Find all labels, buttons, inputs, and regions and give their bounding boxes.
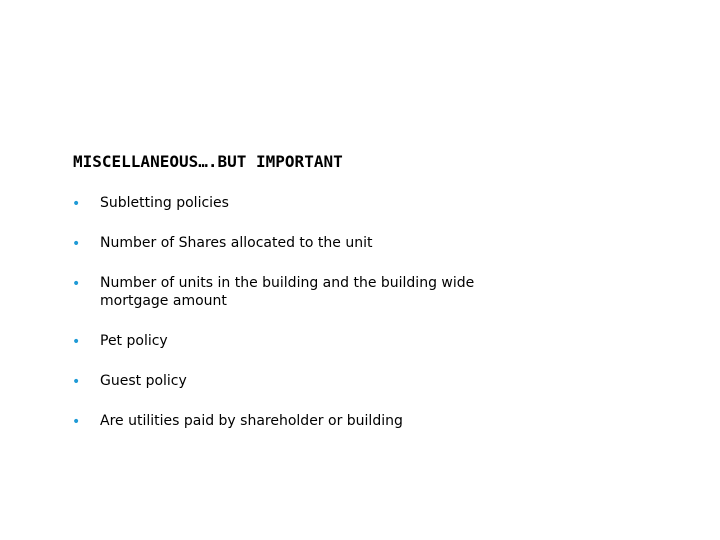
bullet-text: Pet policy (100, 333, 168, 349)
bullet-text: Number of Shares allocated to the unit (100, 235, 373, 251)
bullet-item (70, 332, 590, 350)
bullet-dot-icon: • (72, 374, 81, 390)
bullet-text: Number of units in the building and the building wide mortgage amount (100, 275, 475, 309)
bullet-text: Guest policy (100, 373, 187, 389)
bullet-item (70, 234, 590, 252)
bullet-list (70, 194, 590, 452)
bullet-dot-icon: • (72, 414, 81, 430)
bullet-dot-icon: • (72, 334, 81, 350)
bullet-dot-icon: • (72, 276, 81, 292)
bullet-item (70, 194, 590, 212)
bullet-item (70, 372, 590, 390)
bullet-dot-icon: • (72, 196, 81, 212)
bullet-dot-icon: • (72, 236, 81, 252)
bullet-text: Subletting policies (100, 195, 229, 211)
bullet-item (70, 412, 590, 430)
slide-title: MISCELLANEOUS….BUT IMPORTANT (73, 152, 343, 171)
bullet-item (70, 274, 590, 310)
bullet-text: Are utilities paid by shareholder or building (100, 413, 403, 429)
